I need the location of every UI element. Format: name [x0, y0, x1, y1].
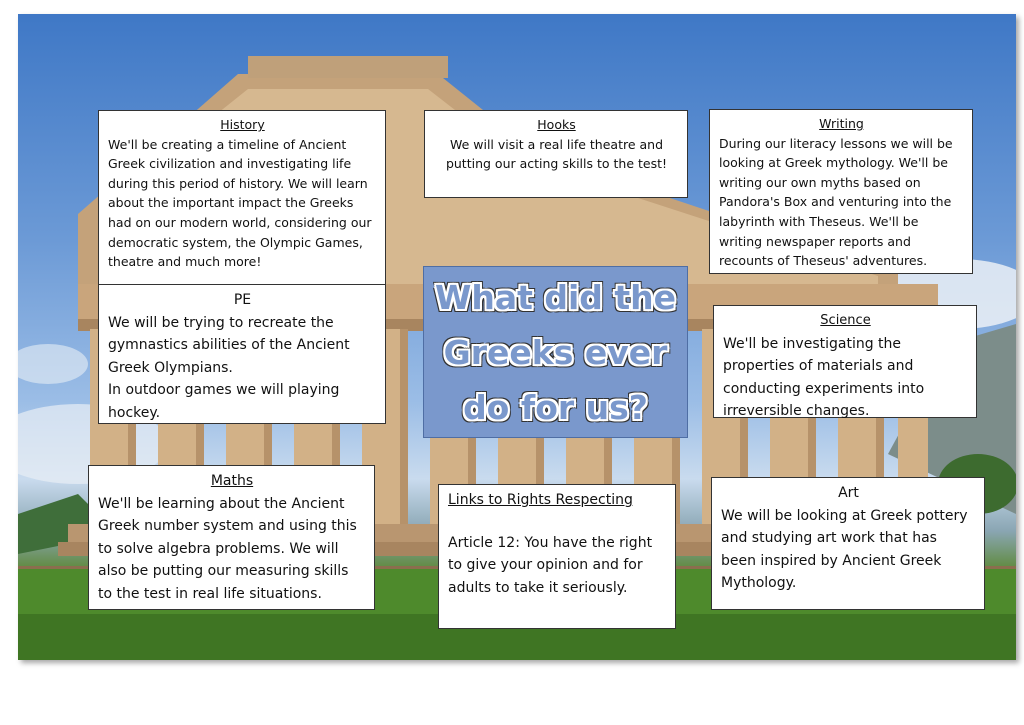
writing-heading: Writing	[819, 116, 864, 131]
hooks-heading: Hooks	[537, 117, 576, 132]
art-heading: Art	[838, 485, 859, 501]
article-text: : You have the right to give your opinion and for adults to take it seriously.	[448, 534, 653, 596]
writing-text: During our literacy lessons we will be looking at Greek mythology. We'll be writing our own myths based on Pandora's Box and venturing into the labyrinth with Theseus. We'll be writing newspaper reports and recounts of Theseus' adventures.	[719, 135, 953, 269]
art-text: We will be looking at Greek pottery and studying art work that has been inspired by Ancient Greek Mythology.	[721, 507, 968, 591]
history-text: We'll be creating a timeline of Ancient Greek civilization and investigating life during this period of history. We will learn about the important impact the Greeks had on our modern world, considering our democratic system, the Olympic Games, theatre and much more!	[108, 136, 372, 270]
science-heading: Science	[820, 313, 871, 328]
pe-text: We will be trying to recreate the gymnastics abilities of the Ancient Greek Olympians.	[108, 314, 350, 376]
science-text: We'll be investigating the properties of materials and conducting experiments into irreversible changes.	[723, 335, 925, 419]
page-title: What did the Greeks ever do for us?	[434, 277, 677, 427]
links-panel	[438, 484, 676, 629]
hooks-text: We will visit a real life theatre and putting our acting skills to the test!	[445, 136, 668, 172]
maths-heading: Maths	[210, 473, 254, 489]
title-panel	[423, 266, 688, 438]
history-panel	[98, 110, 386, 286]
history-heading: History	[220, 117, 265, 132]
pe-heading: PE	[233, 292, 252, 308]
maths-text: We'll be learning about the Ancient Greek number system and using this to solve algebra problems. We will also be putting our measuring skills to the test in real life situations.	[98, 495, 357, 602]
pe-panel	[98, 284, 386, 424]
writing-panel	[709, 109, 973, 274]
hooks-panel	[424, 110, 688, 198]
links-text	[448, 532, 667, 600]
article-label: Article 12	[448, 534, 516, 551]
science-panel	[713, 305, 977, 418]
pe-text-outdoor: In outdoor games we will playing hockey.	[108, 382, 340, 421]
maths-panel	[88, 465, 375, 610]
art-panel	[711, 477, 985, 610]
links-heading: Links to Rights Respecting	[448, 492, 633, 508]
